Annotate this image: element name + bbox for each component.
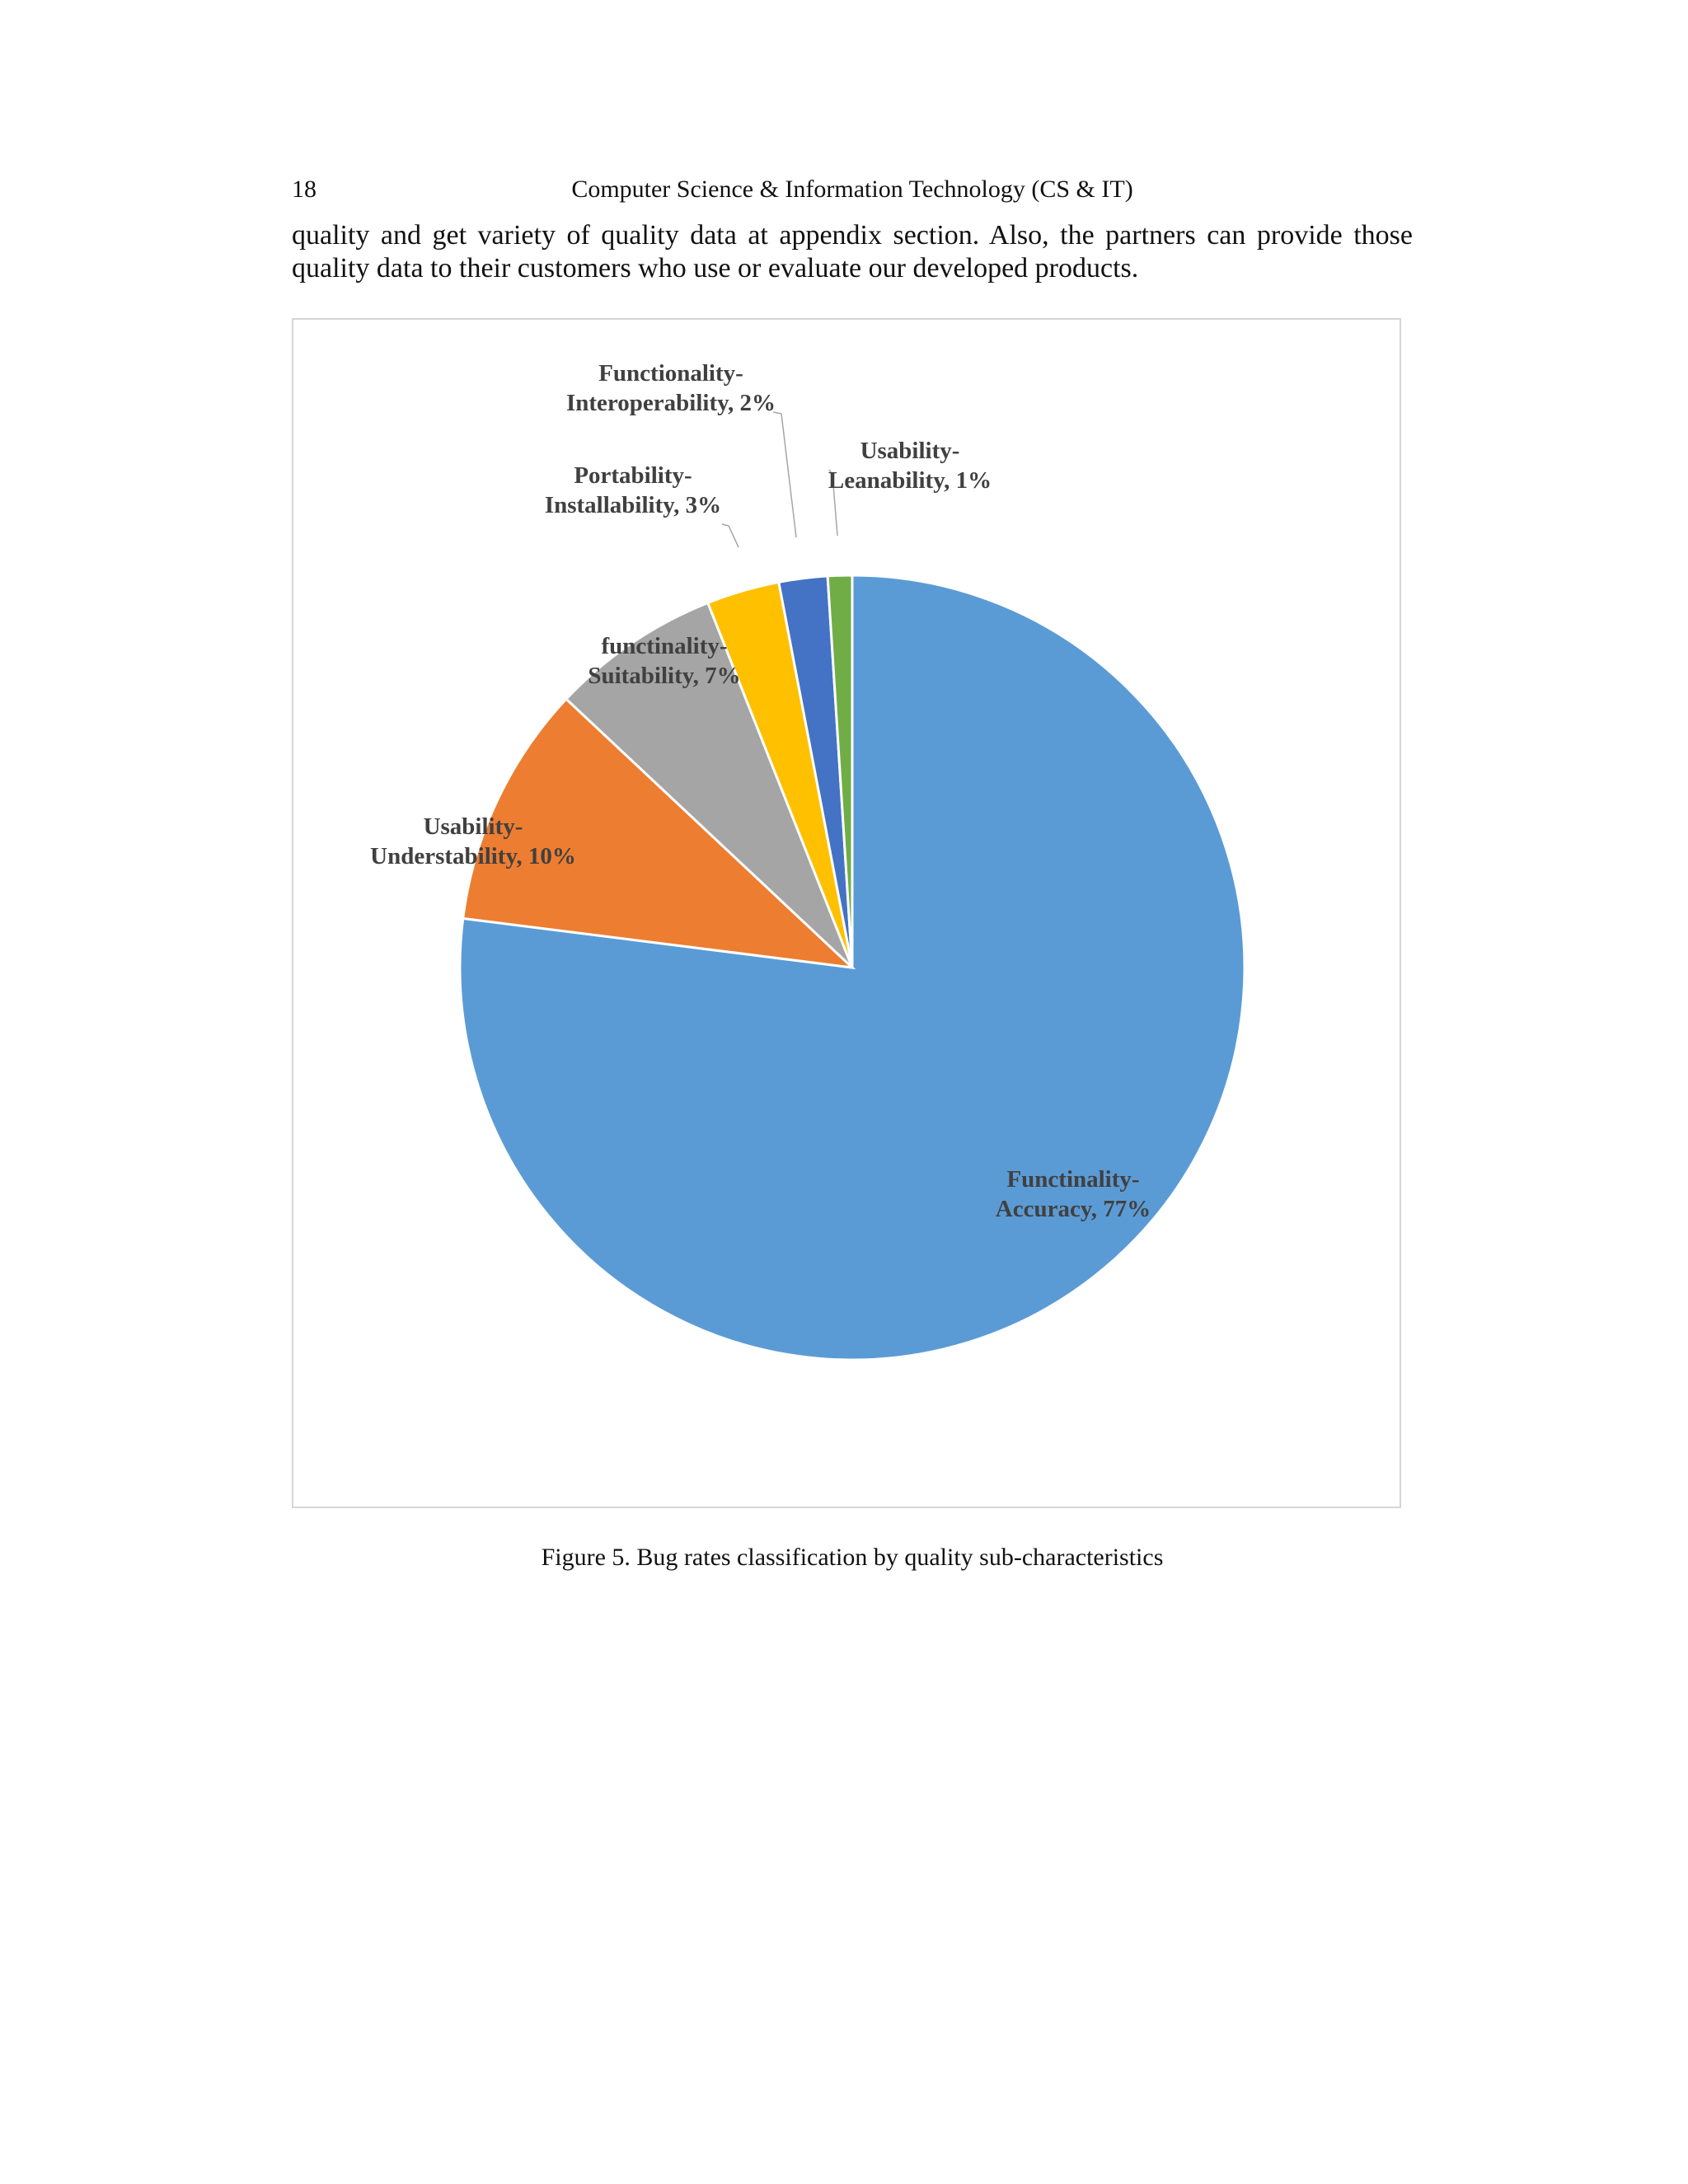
journal-name: Computer Science & Information Technology (CS & IT) — [571, 176, 1133, 203]
slice-label-functionality-interoperability: Functionality-Interoperability, 2% — [565, 360, 776, 416]
slice-label-portability-installability: Portability-Installability, 3% — [544, 462, 722, 518]
leader-line — [773, 412, 796, 537]
slice-label-functinality-accuracy: Functinality-Accuracy, 77% — [995, 1166, 1151, 1222]
page-number: 18 — [292, 176, 316, 203]
leader-line — [722, 524, 738, 547]
slice-label-usability-understability: Usability-Understability, 10% — [370, 813, 576, 869]
body-paragraph: quality and get variety of quality data at appendix section. Also, the partners can provide those quality data to their customers who use or evaluate our developed products. — [292, 220, 1413, 284]
pie-chart — [293, 320, 1403, 1510]
figure-frame — [292, 318, 1401, 1508]
slice-label-functinality-suitability: functinality-Suitability, 7% — [588, 633, 741, 689]
pie-slices — [460, 575, 1245, 1360]
slice-label-usability-leanability: Usability-Leanability, 1% — [828, 438, 992, 494]
leader-lines — [722, 412, 837, 547]
running-header — [292, 171, 1413, 208]
figure-caption: Figure 5. Bug rates classification by quality sub-characteristics — [541, 1544, 1164, 1571]
